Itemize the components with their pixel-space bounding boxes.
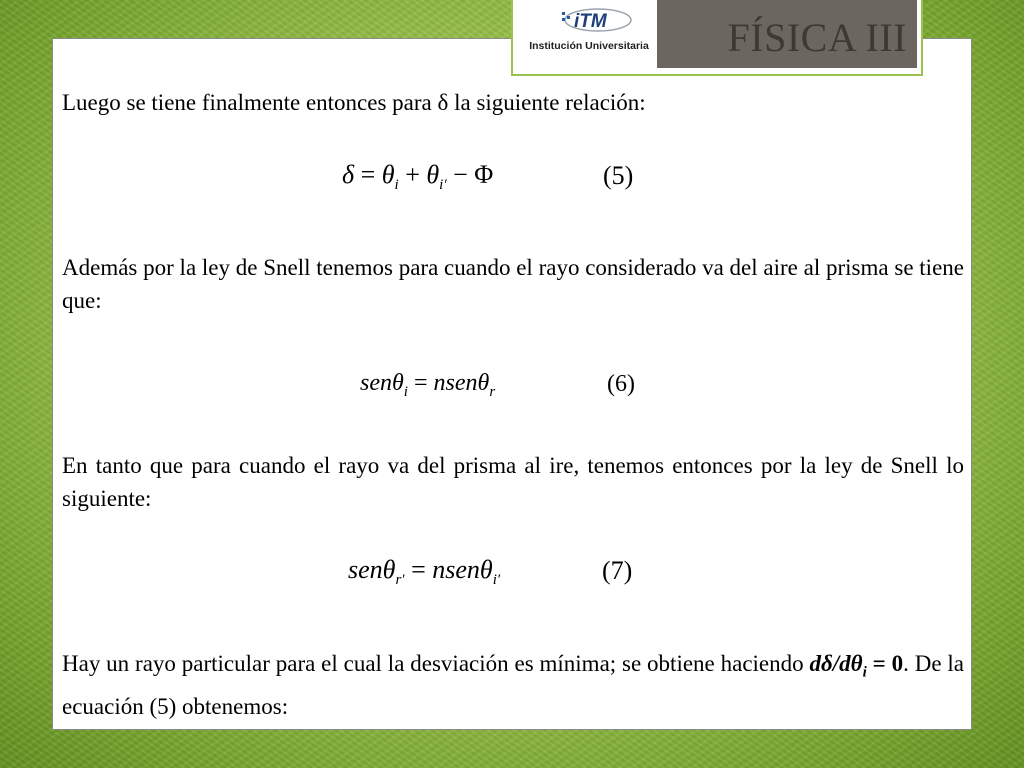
sen-function: sen (360, 370, 392, 396)
itm-logo-icon (558, 6, 632, 34)
theta-term: θ (381, 160, 395, 189)
paragraph-4-start: Hay un rayo particular para el cual la desviación es mínima; se obtiene haciendo (62, 651, 810, 676)
equation-7 (348, 555, 500, 589)
minus-sign: − (453, 160, 468, 189)
derivative-subscript: i (862, 664, 867, 681)
phi-symbol: Φ (474, 160, 494, 189)
derivative-equals-zero: = 0 (866, 651, 904, 676)
delta-symbol: δ (342, 160, 355, 189)
institution-logo (520, 0, 659, 68)
equals-sign: = (411, 555, 426, 584)
logo-mark-text: iTM (574, 11, 607, 32)
theta-term: θ (382, 555, 396, 584)
equation-6 (360, 370, 495, 401)
subscript: i′ (439, 177, 447, 193)
plus-sign: + (405, 160, 420, 189)
theta-term: θ (477, 370, 490, 396)
subscript: i′ (492, 572, 501, 588)
paragraph-2: Además por la ley de Snell tenemos para cuando el rayo considerado va del aire al prisma se tiene que: (62, 255, 964, 313)
paragraph-4 (62, 647, 964, 723)
course-title-box (657, 0, 917, 68)
subscript: r′ (395, 572, 405, 588)
subscript: i (394, 177, 399, 193)
refractive-index: n (432, 555, 446, 584)
equals-sign: = (360, 160, 376, 189)
header-panel (511, 0, 923, 76)
equation-6-number: (6) (607, 371, 635, 397)
subscript: r (489, 384, 496, 400)
course-title: FÍSICA III (727, 15, 907, 60)
sen-function: sen (348, 555, 383, 584)
subscript: i (403, 384, 408, 400)
logo-caption: Institución Universitaria (529, 40, 649, 52)
equation-7-number: (7) (602, 556, 633, 585)
sen-function: sen (445, 555, 480, 584)
theta-term: θ (392, 370, 404, 396)
equation-5-number: (5) (603, 161, 634, 190)
paragraph-4-end: . De la ecuación (5) obtenemos: (62, 651, 964, 719)
theta-term: θ (479, 555, 493, 584)
slide-content-box (52, 38, 972, 730)
paragraph-3: En tanto que para cuando el rayo va del prisma al ire, tenemos entonces por la ley de Snell lo siguiente: (62, 453, 964, 511)
paragraph-1: Luego se tiene finalmente entonces para δ la siguiente relación: (62, 90, 646, 115)
theta-term: θ (426, 160, 440, 189)
sen-function: sen (445, 370, 478, 396)
refractive-index: n (433, 370, 446, 396)
derivative-expression (809, 651, 904, 681)
equals-sign: = (413, 370, 428, 396)
equation-5 (342, 160, 493, 194)
derivative-term: dδ/dθ (809, 651, 863, 676)
